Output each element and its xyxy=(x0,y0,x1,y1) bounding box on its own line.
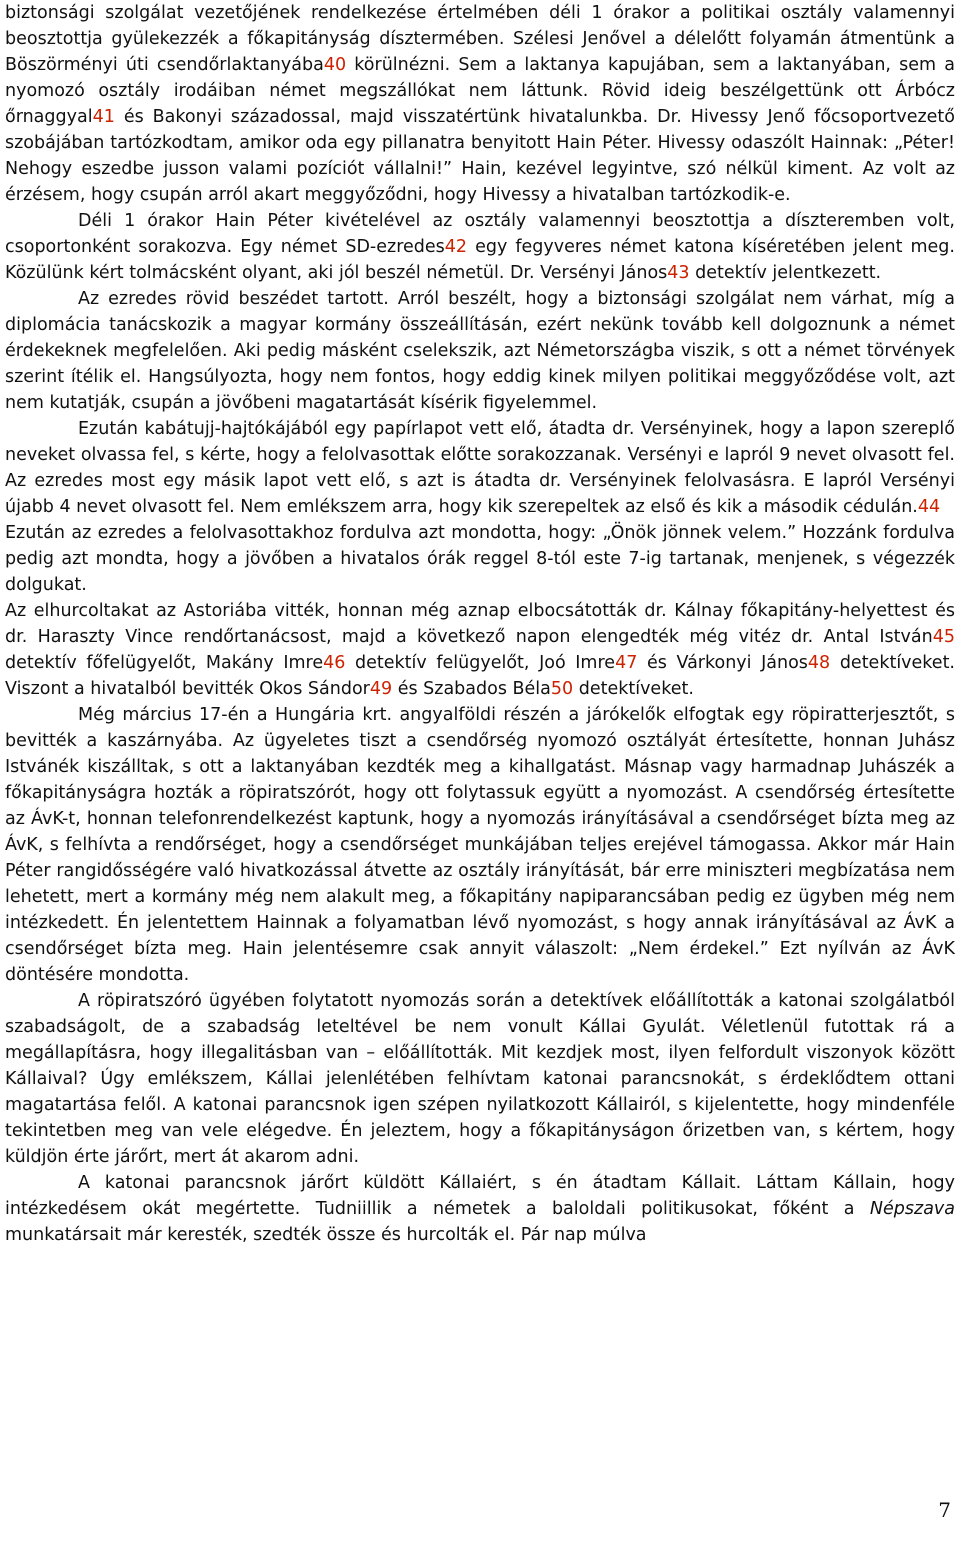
footnote-marker: 45 xyxy=(932,627,955,647)
text-run: Az ezredes rövid beszédet tartott. Arról beszélt, hogy a biztonsági szolgálat nem várhat, míg a diplomácia tanácskozik a magyar kormány összeállításán, ezért nekünk tovább kell dolgoznunk a német érdekeknek megfelelően. Aki pedig másként cselekszik, azt Németországba viszik, s ott a német törvények szerint ítélik el. Hangsúlyozta, hogy nem fontos, hogy eddig kinek milyen politikai meggyőződése volt, azt nem kutatják, csupán a jövőbeni magatartását kísérik figyelemmel. xyxy=(5,289,955,413)
text-run: detektíveket. Viszont a hivatalból bevitték Okos Sándor xyxy=(5,653,955,699)
paragraph xyxy=(5,0,955,208)
footnote-marker: 40 xyxy=(323,55,347,75)
text-run: Az elhurcoltakat az Astoriába vitték, honnan még aznap elbocsátották dr. Kálnay főkapitány-helyettest és dr. Haraszty Vince rendőrtanácsost, majd a következő napon elengedték még vitéz dr. Antal István xyxy=(5,601,955,647)
page-number: 7 xyxy=(938,1498,951,1522)
text-run: A katonai parancsnok járőrt küldött Kállaiért, s én átadtam Kállait. Láttam Kállain, hogy intézkedésem okát megértette. Tudniillik a németek a baloldali politikusokat, főként a xyxy=(5,1173,955,1219)
paragraph xyxy=(5,416,955,520)
text-run: A röpiratszóró ügyében folytatott nyomozás során a detektívek előállították a katonai szolgálatból szabadságolt, de a szabadság leteltével be nem vonult Kállai Gyulát. Véletlenül futottak rá a megállapításra, hogy illegalitásban van – előállították. Mit kezdjek most, ilyen felfordult viszonyok között Kállaival? Úgy emlékszem, Kállai jelenlétében felhívtam katonai parancsnokát, s érdeklődtem ottani magatartása felől. A katonai parancsnok igen szépen nyilatkozott Kállairól, s kijelentette, hogy mindenféle tekintetben meg van vele elégedve. Én jeleztem, hogy a főkapitányságon őrizetben van, s kértem, hogy küldjön érte járőrt, mert át akarom adni. xyxy=(5,991,955,1167)
paragraph xyxy=(5,520,955,598)
text-run: Ezután az ezredes a felolvasottakhoz fordulva azt mondotta, hogy: „Önök jönnek velem.” Hozzánk fordulva pedig azt mondta, hogy a jövőben a hivatalos órák reggel 8-tól este 7-ig tartanak, menjenek, s végezzék dolgukat. xyxy=(5,523,955,595)
text-run: körülnézni. Sem a laktanya kapujában, sem a laktanyában, sem a nyomozó osztály irodáiban német megszállókat nem láttunk. Rövid ideig beszélgettünk ott Árbócz őrnaggyal xyxy=(5,55,956,127)
text-run: detektív főfelügyelőt, Makány Imre xyxy=(5,653,324,673)
paragraph xyxy=(5,208,955,286)
document-body xyxy=(5,0,955,1248)
footnote-marker: 42 xyxy=(444,237,468,257)
text-run: detektíveket. xyxy=(573,679,694,699)
text-run: egy fegyveres német katona kíséretében jelent meg. Közülünk kért tolmácsként olyant, aki jól beszél németül. Dr. Versényi János xyxy=(5,237,955,283)
footnote-marker: 46 xyxy=(323,653,346,673)
text-run: detektív felügyelőt, Joó Imre xyxy=(345,653,616,673)
footnote-marker: 47 xyxy=(615,653,638,673)
paragraph xyxy=(5,598,955,702)
footnote-marker: 44 xyxy=(917,497,941,517)
text-run: Ezután kabátujj-hajtókájából egy papírlapot vett elő, átadta dr. Versényinek, hogy a lapon szereplő neveket olvassa fel, s kérte, hogy a felolvasottak előtte sorakozzanak. Versényi e lapról 9 nevet olvasott fel. Az ezredes most egy másik lapot vett elő, s azt is átadta dr. Versényinek felolvasásra. E lapról Versényi újabb 4 nevet olvasott fel. Nem emlékszem arra, hogy kik szerepeltek az első és kik a második cédulán. xyxy=(5,419,955,517)
text-run: és Várkonyi János xyxy=(637,653,808,673)
text-run: biztonsági szolgálat vezetőjének rendelkezése értelmében déli 1 órakor a politikai osztály valamennyi beosztottja gyülekezzék a főkapitányság dísztermében. Szélesi Jenővel a délelőtt folyamán átmentünk a Böszörményi úti csendőrlaktanyába xyxy=(5,3,955,75)
footnote-marker: 50 xyxy=(550,679,574,699)
text-run: Még március 17-én a Hungária krt. angyalföldi részén a járókelők elfogtak egy röpiratterjesztőt, s bevitték a kaszárnyába. Az ügyeletes tiszt a csendőrség nyomozó osztályát értesítette, honnan Juhász Istvánék kiszálltak, s ott a laktanyában kezdték meg a kihallgatást. Másnap vagy harmadnap Juhászék a főkapitányságra hozták a röpiratszórót, hogy ott folytassuk együtt a nyomozást. A csendőrség értesítette az ÁvK-t, honnan telefonrendelkezést kaptunk, hogy a nyomozás irányításával a csendőrséget bízta meg az ÁvK, s felhívta a rendőrséget, hogy a csendőrséget munkájában teljes erejével támogassa. Akkor már Hain Péter rangidősségére való hivatkozással átvette az osztály irányítását, bár erre miniszteri megbízatása nem lehetett, mert a kormány még nem alakult meg, a főkapitány napiparancsában pedig ez ügyben még nem intézkedett. Én jelentettem Hainnak a folyamatban lévő nyomozást, s hogy annak irányításával az ÁvK a csendőrséget bízta meg. Hain jelentésemre csak annyit válaszolt: „Nem érdekel.” Ezt nyílván az ÁvK döntésére mondotta. xyxy=(5,705,955,985)
paragraph xyxy=(5,702,955,988)
footnote-marker: 43 xyxy=(667,263,690,283)
text-run: munkatársait már keresték, szedték össze és hurcolták el. Pár nap múlva xyxy=(5,1225,647,1245)
paragraph xyxy=(5,1170,955,1248)
footnote-marker: 41 xyxy=(92,107,115,127)
italic-text: Népszava xyxy=(869,1199,955,1219)
text-run: Déli 1 órakor Hain Péter kivételével az osztály valamennyi beosztottja a díszteremben volt, csoportonként sorakozva. Egy német SD-ezredes xyxy=(5,211,955,257)
paragraph xyxy=(5,286,955,416)
paragraph xyxy=(5,988,955,1170)
footnote-marker: 49 xyxy=(369,679,393,699)
text-run: és Szabados Béla xyxy=(392,679,551,699)
footnote-marker: 48 xyxy=(807,653,831,673)
text-run: és Bakonyi századossal, majd visszatértünk hivatalunkba. Dr. Hivessy Jenő főcsoportvezető szobájában tartózkodtam, amikor oda egy pillanatra benyitott Hain Péter. Hivessy odaszólt Hainnak: „Péter! Nehogy eszedbe jusson valami pozíciót vállalni!” Hain, kezével legyintve, szó nélkül kiment. Az volt az érzésem, hogy csupán arról akart meggyőződni, hogy Hivessy a hivatalban tartózkodik-e. xyxy=(5,107,955,205)
text-run: detektív jelentkezett. xyxy=(689,263,882,283)
